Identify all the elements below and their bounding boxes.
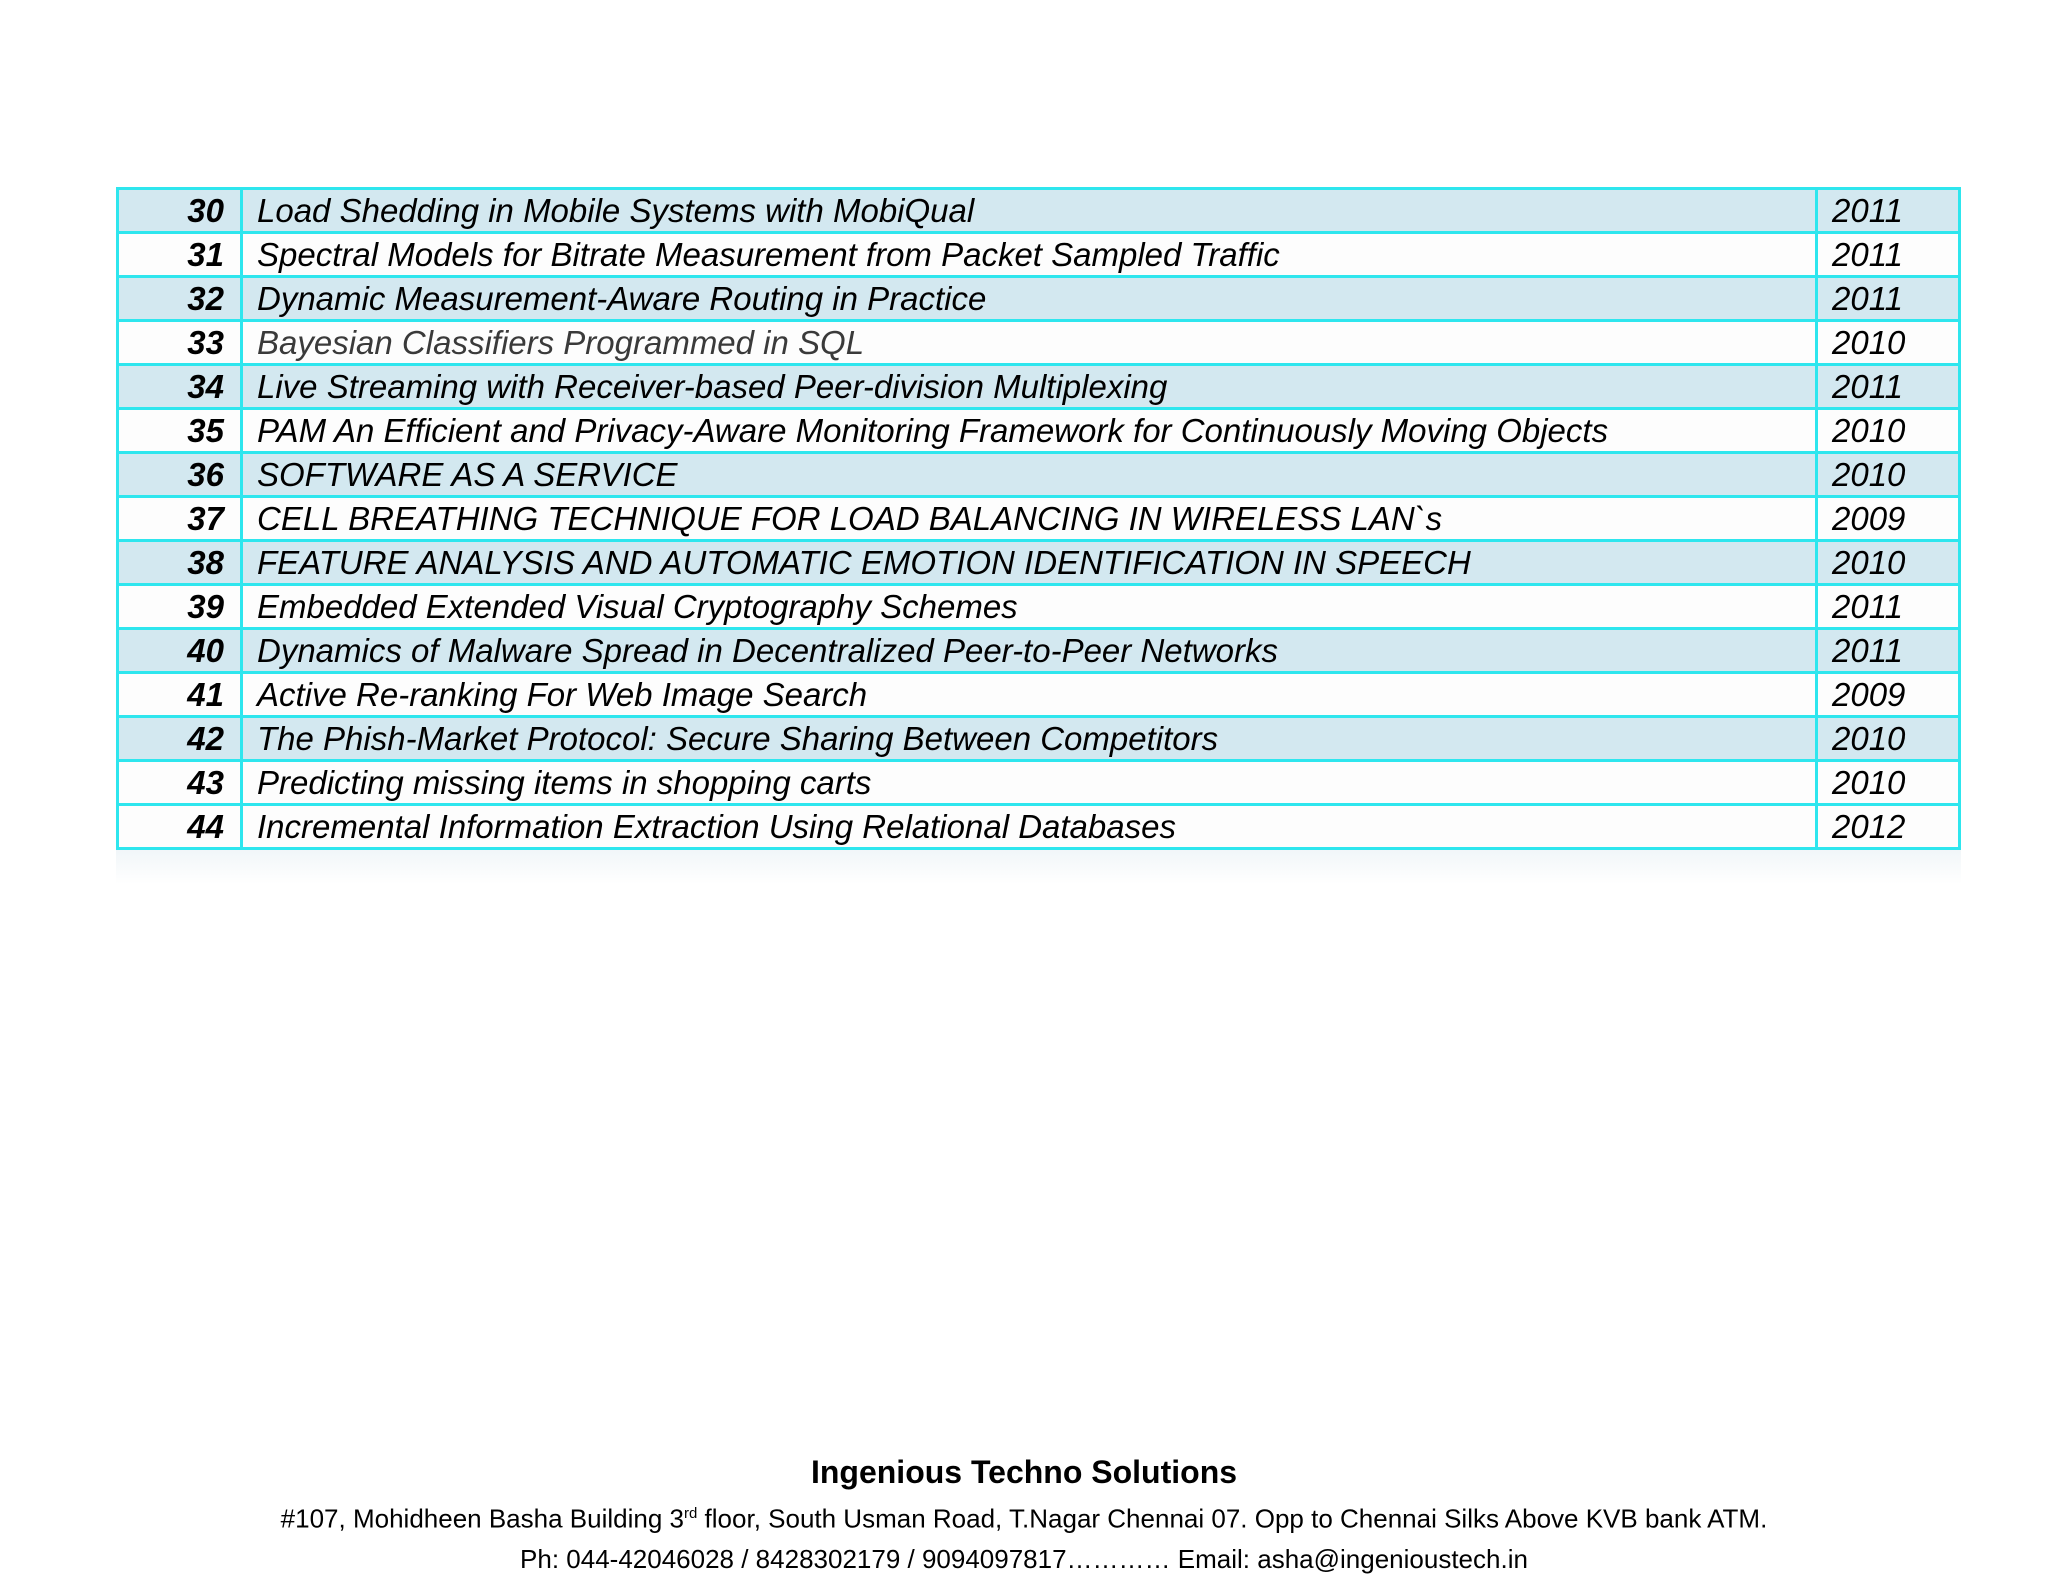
table-row <box>118 321 1960 365</box>
table-row <box>118 453 1960 497</box>
project-title: Dynamics of Malware Spread in Decentralized Peer-to-Peer Networks <box>242 629 1817 673</box>
project-year: 2010 <box>1817 321 1960 365</box>
table-row <box>118 541 1960 585</box>
project-number: 33 <box>118 321 242 365</box>
project-number: 36 <box>118 453 242 497</box>
project-year: 2011 <box>1817 277 1960 321</box>
table-row <box>118 629 1960 673</box>
project-year: 2011 <box>1817 585 1960 629</box>
table-row <box>118 805 1960 849</box>
project-number: 35 <box>118 409 242 453</box>
project-table-wrapper <box>116 187 1961 850</box>
project-year: 2009 <box>1817 673 1960 717</box>
project-year: 2010 <box>1817 717 1960 761</box>
project-year: 2009 <box>1817 497 1960 541</box>
table-row <box>118 761 1960 805</box>
company-address <box>0 1494 2048 1539</box>
table-row <box>118 673 1960 717</box>
project-list-table <box>116 187 1961 850</box>
project-title: Embedded Extended Visual Cryptography Schemes <box>242 585 1817 629</box>
project-number: 39 <box>118 585 242 629</box>
project-title: Live Streaming with Receiver-based Peer-division Multiplexing <box>242 365 1817 409</box>
project-title: Load Shedding in Mobile Systems with MobiQual <box>242 189 1817 233</box>
project-year: 2010 <box>1817 761 1960 805</box>
project-title: Predicting missing items in shopping carts <box>242 761 1817 805</box>
project-number: 44 <box>118 805 242 849</box>
project-year: 2011 <box>1817 365 1960 409</box>
project-number: 30 <box>118 189 242 233</box>
project-title: Dynamic Measurement-Aware Routing in Practice <box>242 277 1817 321</box>
project-title: PAM An Efficient and Privacy-Aware Monitoring Framework for Continuously Moving Objects <box>242 409 1817 453</box>
table-row <box>118 189 1960 233</box>
project-year: 2012 <box>1817 805 1960 849</box>
project-title: The Phish-Market Protocol: Secure Sharing Between Competitors <box>242 717 1817 761</box>
project-number: 32 <box>118 277 242 321</box>
project-title: CELL BREATHING TECHNIQUE FOR LOAD BALANCING IN WIRELESS LAN`s <box>242 497 1817 541</box>
address-part-1: #107, Mohidheen Basha Building 3 <box>280 1503 684 1534</box>
project-year: 2010 <box>1817 409 1960 453</box>
table-row <box>118 497 1960 541</box>
table-row <box>118 233 1960 277</box>
project-year: 2011 <box>1817 629 1960 673</box>
project-title: Active Re-ranking For Web Image Search <box>242 673 1817 717</box>
project-number: 38 <box>118 541 242 585</box>
project-number: 41 <box>118 673 242 717</box>
company-name: Ingenious Techno Solutions <box>810 1454 1238 1490</box>
page-footer <box>0 1450 2048 1579</box>
project-number: 37 <box>118 497 242 541</box>
project-number: 43 <box>118 761 242 805</box>
table-row <box>118 365 1960 409</box>
project-title: SOFTWARE AS A SERVICE <box>242 453 1817 497</box>
project-year: 2011 <box>1817 189 1960 233</box>
table-row <box>118 277 1960 321</box>
project-number: 42 <box>118 717 242 761</box>
project-title: Spectral Models for Bitrate Measurement from Packet Sampled Traffic <box>242 233 1817 277</box>
project-year: 2010 <box>1817 453 1960 497</box>
company-contact: Ph: 044-42046028 / 8428302179 / 9094097817………… Email: asha@ingenioustech.in <box>520 1543 1528 1574</box>
address-part-2: floor, South Usman Road, T.Nagar Chennai 07. Opp to Chennai Silks Above KVB bank ATM. <box>697 1503 1768 1534</box>
project-number: 34 <box>118 365 242 409</box>
table-row <box>118 585 1960 629</box>
table-row <box>118 409 1960 453</box>
project-title: Bayesian Classifiers Programmed in SQL <box>242 321 1817 365</box>
project-number: 40 <box>118 629 242 673</box>
project-title: Incremental Information Extraction Using Relational Databases <box>242 805 1817 849</box>
project-title: FEATURE ANALYSIS AND AUTOMATIC EMOTION IDENTIFICATION IN SPEECH <box>242 541 1817 585</box>
table-row <box>118 717 1960 761</box>
project-number: 31 <box>118 233 242 277</box>
address-superscript: rd <box>683 1505 698 1522</box>
project-year: 2010 <box>1817 541 1960 585</box>
project-year: 2011 <box>1817 233 1960 277</box>
